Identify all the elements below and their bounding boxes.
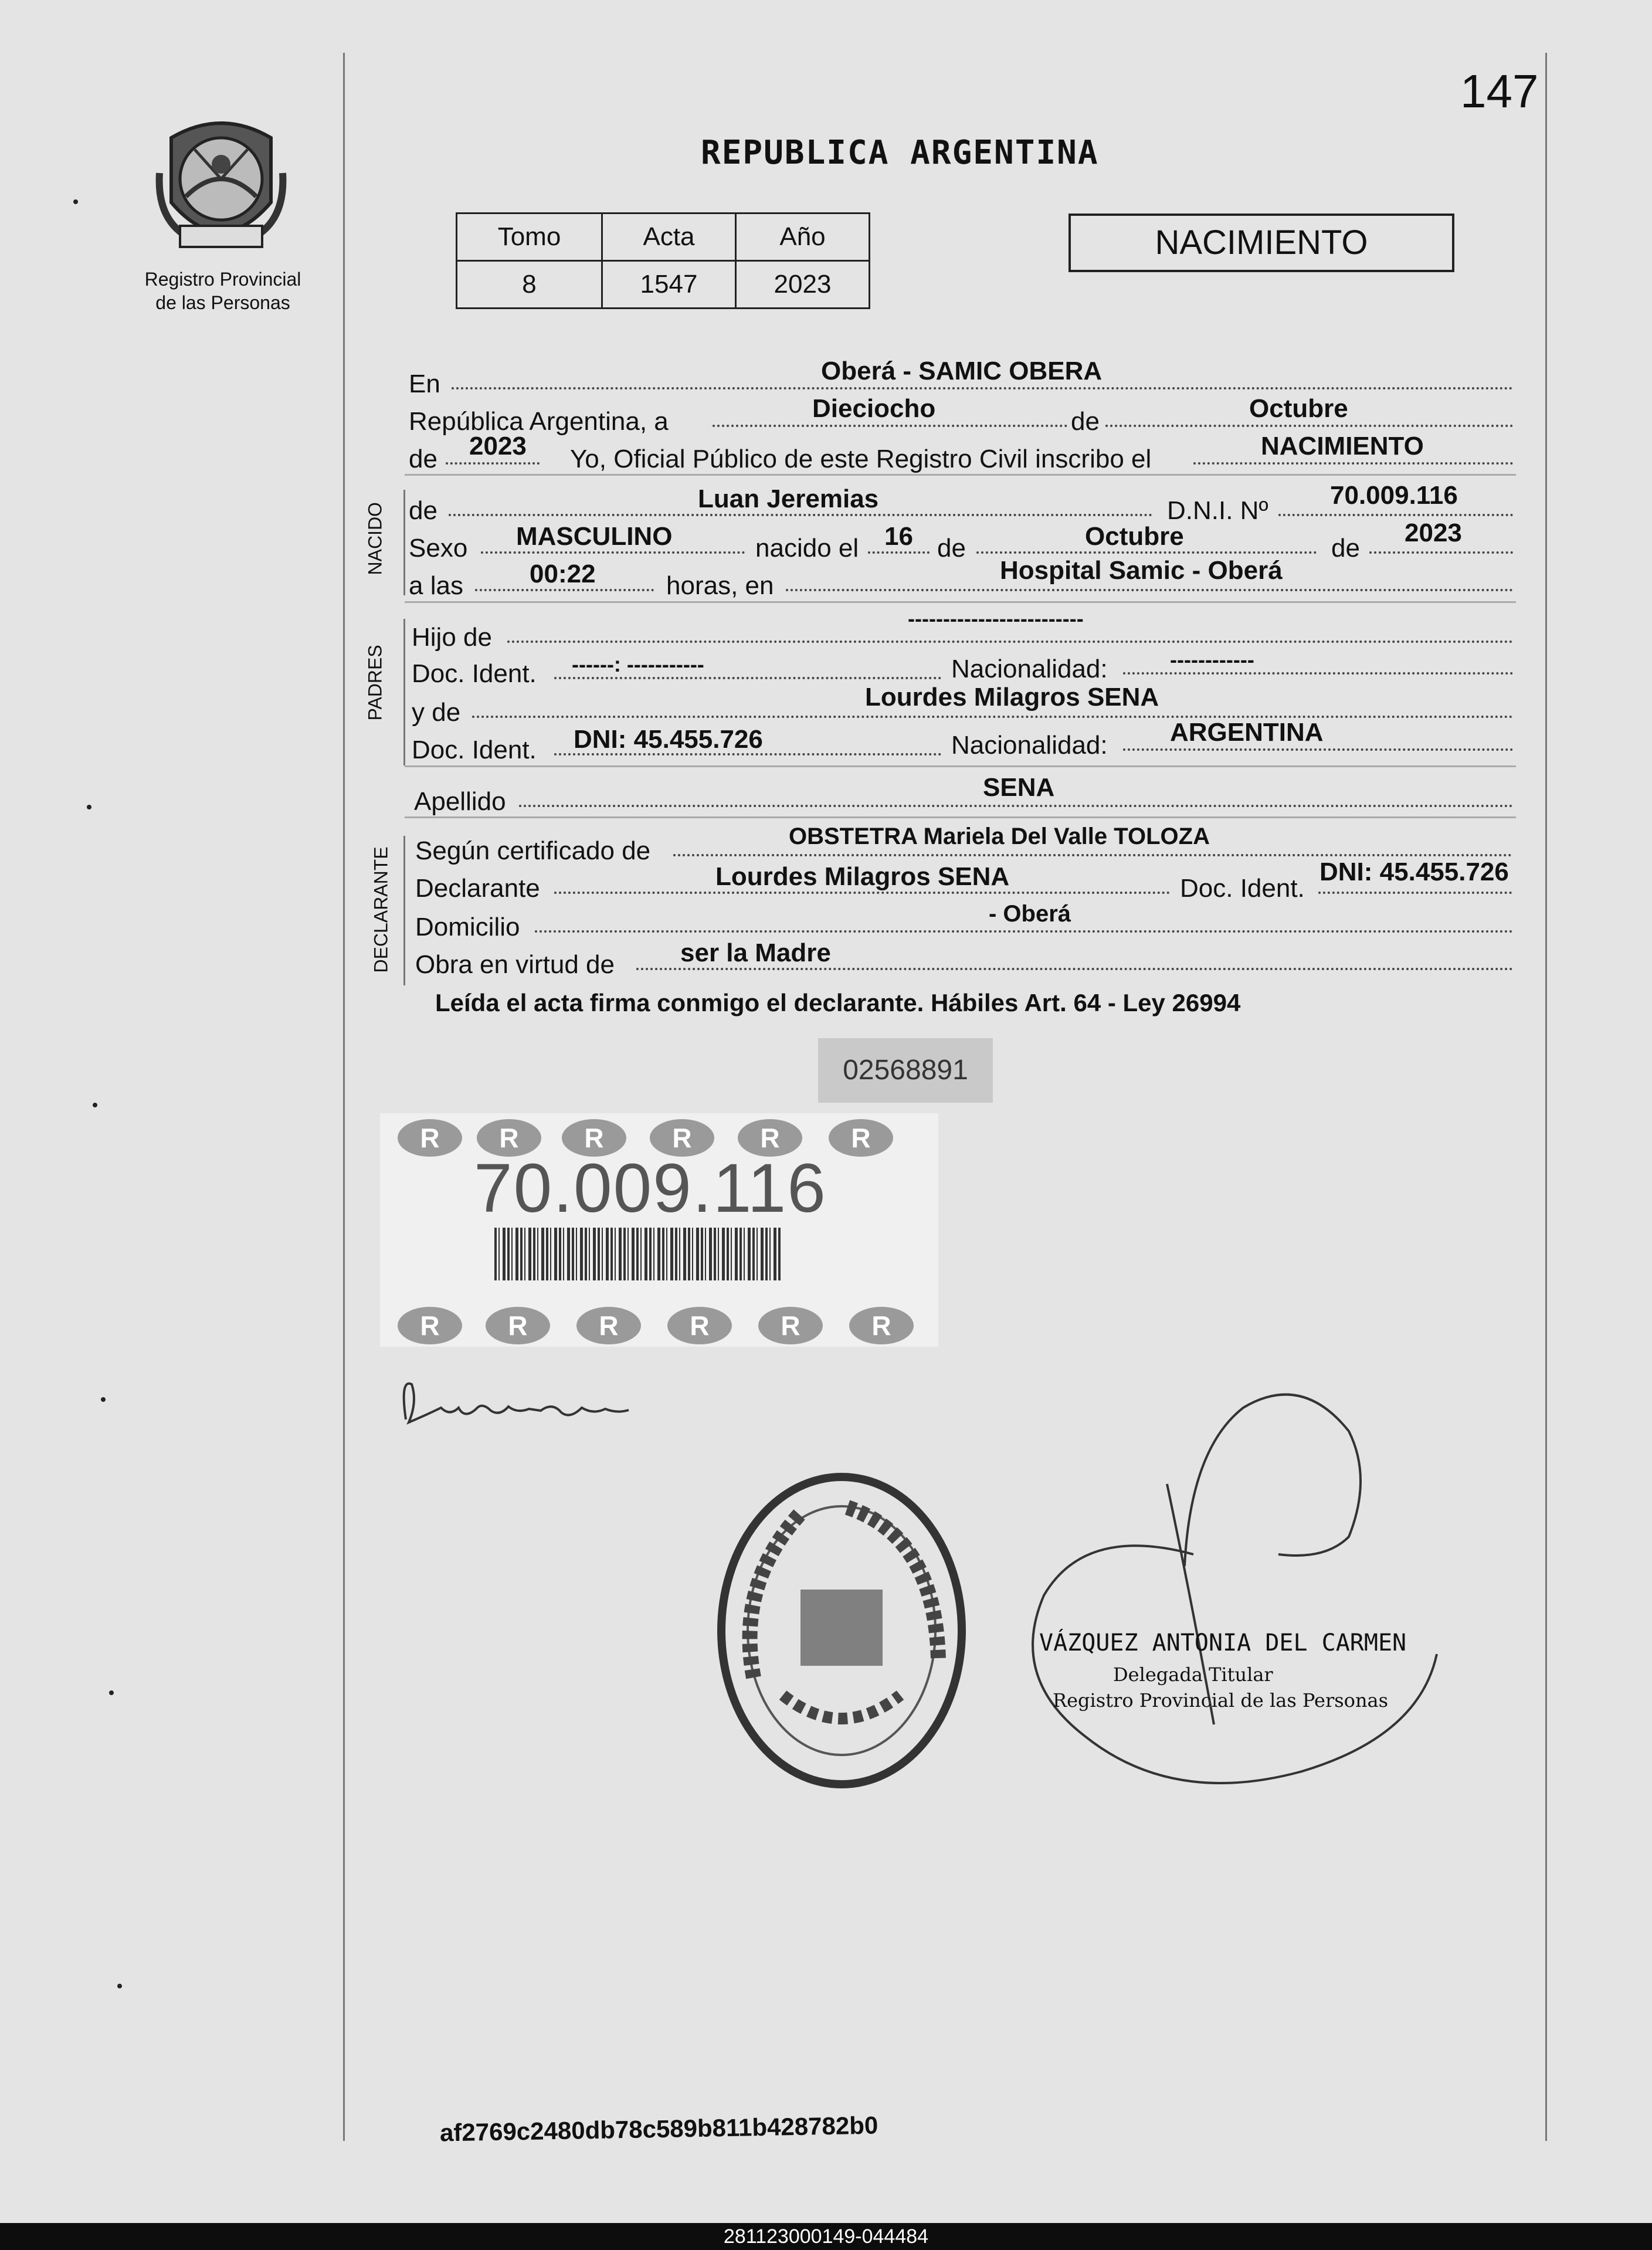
- dotted-line: [1123, 748, 1513, 751]
- label-nacido-el: nacido el: [755, 534, 859, 562]
- round-stamp: [713, 1466, 971, 1795]
- sticker-logo: R: [576, 1307, 641, 1344]
- value-doc-padre: ------: -----------: [572, 652, 704, 676]
- footer-code-bar: 281123000149-044484: [0, 2223, 1652, 2250]
- official-signature: [997, 1361, 1484, 1842]
- sticker-logo: R: [477, 1119, 541, 1157]
- dotted-line: [1318, 892, 1512, 894]
- value-hijo-de: -------------------------: [908, 606, 1084, 631]
- value-dia: Dieciocho: [812, 394, 936, 423]
- official-name: VÁZQUEZ ANTONIA DEL CARMEN: [1039, 1629, 1407, 1656]
- dotted-line: [507, 641, 1513, 643]
- label-segun-certificado: Según certificado de: [415, 836, 651, 865]
- official-title: Delegada Titular: [1113, 1663, 1273, 1686]
- document-title: REPUBLICA ARGENTINA: [701, 134, 1099, 172]
- value-mes: Octubre: [1249, 394, 1348, 423]
- document-hash: af2769c2480db78c589b811b428782b0: [439, 2111, 878, 2147]
- speck: [101, 1397, 106, 1402]
- label-domicilio: Domicilio: [415, 913, 520, 941]
- label-nacionalidad1: Nacionalidad:: [951, 655, 1108, 683]
- official-office: Registro Provincial de las Personas: [1053, 1689, 1389, 1712]
- section-divider: [405, 474, 1516, 476]
- speck: [93, 1103, 97, 1107]
- dotted-line: [519, 805, 1513, 807]
- dotted-line: [1193, 462, 1513, 465]
- dotted-line: [472, 716, 1513, 718]
- label-apellido: Apellido: [414, 787, 506, 816]
- value-nacido-mes: Octubre: [1085, 522, 1184, 551]
- dotted-line: [554, 892, 1170, 894]
- value-apellido: SENA: [983, 773, 1055, 802]
- dotted-line: [452, 387, 1513, 389]
- sticker-logo: R: [650, 1119, 714, 1157]
- section-declarante: DECLARANTE: [370, 846, 392, 973]
- value-acta: 1547: [602, 261, 736, 309]
- section-divider: [405, 601, 1516, 603]
- value-lugar-nacimiento: Hospital Samic - Oberá: [1000, 556, 1283, 585]
- section-bracket: [403, 619, 405, 765]
- section-divider: [405, 765, 1516, 767]
- dotted-line: [1123, 672, 1513, 675]
- label-de-anio: de: [409, 445, 437, 473]
- sticker-logo: R: [829, 1119, 893, 1157]
- registry-caption-line2: de las Personas: [155, 292, 290, 313]
- right-margin-line: [1545, 53, 1547, 2141]
- value-anio: 2023: [469, 432, 527, 460]
- dotted-line: [673, 854, 1512, 856]
- speck: [73, 199, 78, 204]
- label-sexo: Sexo: [409, 534, 468, 562]
- label-nacionalidad2: Nacionalidad:: [951, 731, 1108, 760]
- barcode: [494, 1228, 782, 1280]
- value-declarante: Lourdes Milagros SENA: [715, 862, 1010, 891]
- section-bracket: [403, 836, 405, 985]
- value-domicilio: - Oberá: [989, 901, 1071, 927]
- label-y-de: y de: [412, 698, 461, 727]
- registry-caption-line1: Registro Provincial: [144, 269, 301, 290]
- speck: [117, 1984, 122, 1988]
- province-seal: [154, 114, 289, 261]
- value-nac-padre: ------------: [1170, 648, 1254, 672]
- label-doc-ident3: Doc. Ident.: [1180, 874, 1305, 903]
- value-sexo: MASCULINO: [516, 522, 673, 551]
- dotted-line: [475, 589, 654, 591]
- label-de-dia: de: [937, 534, 966, 562]
- dotted-line: [1105, 425, 1513, 427]
- speck: [109, 1690, 114, 1695]
- value-nacido-dia: 16: [884, 522, 913, 551]
- dotted-line: [446, 462, 540, 465]
- value-nac-madre: ARGENTINA: [1170, 718, 1324, 747]
- registry-caption: [117, 267, 328, 314]
- dotted-line: [449, 514, 1152, 516]
- header-anio: Año: [736, 214, 870, 261]
- value-inscribo: NACIMIENTO: [1261, 432, 1424, 460]
- dotted-line: [713, 425, 1067, 427]
- dotted-line: [554, 677, 941, 679]
- header-acta: Acta: [602, 214, 736, 261]
- sticker-logo: R: [849, 1307, 914, 1344]
- sticker-logo: R: [486, 1307, 550, 1344]
- sticker-number: 70.009.116: [474, 1150, 827, 1227]
- sticker-logo: R: [398, 1307, 462, 1344]
- id-sticker: [380, 1113, 938, 1347]
- value-doc-madre: DNI: 45.455.726: [574, 725, 763, 754]
- label-de-anio2: de: [1331, 534, 1360, 562]
- label-de-mes: de: [1071, 407, 1100, 436]
- sticker-logo: R: [758, 1307, 823, 1344]
- value-y-de: Lourdes Milagros SENA: [865, 683, 1159, 711]
- section-padres: PADRES: [364, 645, 386, 721]
- closing-text: Leída el acta firma conmigo el declarante. Hábiles Art. 64 - Ley 26994: [435, 989, 1241, 1016]
- section-divider: [405, 816, 1516, 818]
- value-nombre: Luan Jeremias: [698, 484, 879, 513]
- serial-stamp: 02568891: [818, 1038, 993, 1103]
- label-hijo-de: Hijo de: [412, 623, 492, 652]
- value-certificado: OBSTETRA Mariela Del Valle TOLOZA: [789, 824, 1210, 849]
- record-table: [456, 212, 870, 309]
- section-bracket: [403, 490, 405, 595]
- header-tomo: Tomo: [457, 214, 602, 261]
- label-republica: República Argentina, a: [409, 407, 669, 436]
- sticker-logo: R: [398, 1119, 462, 1157]
- dotted-line: [1369, 551, 1513, 554]
- dotted-line: [535, 930, 1513, 933]
- dotted-line: [976, 551, 1317, 554]
- sticker-logo: R: [562, 1119, 626, 1157]
- label-doc-ident1: Doc. Ident.: [412, 659, 537, 688]
- label-doc-ident2: Doc. Ident.: [412, 736, 537, 764]
- sticker-logo: R: [667, 1307, 732, 1344]
- value-doc-declarante: DNI: 45.455.726: [1319, 858, 1509, 886]
- label-horas-en: horas, en: [666, 571, 774, 600]
- record-type-box: NACIMIENTO: [1068, 214, 1454, 272]
- page-number: 147: [1460, 65, 1539, 117]
- speck: [87, 805, 91, 809]
- declarant-signature: [394, 1367, 640, 1443]
- dotted-line: [636, 968, 1513, 970]
- value-lugar: Oberá - SAMIC OBERA: [821, 357, 1103, 385]
- dotted-line: [1278, 514, 1513, 516]
- section-nacido: NACIDO: [364, 502, 386, 575]
- label-obra-en-virtud: Obra en virtud de: [415, 950, 615, 979]
- value-anio: 2023: [736, 261, 870, 309]
- label-yo-oficial: Yo, Oficial Público de este Registro Civil inscribo el: [570, 445, 1152, 473]
- label-dni: D.N.I. Nº: [1167, 496, 1268, 525]
- value-tomo: 8: [457, 261, 602, 309]
- label-en: En: [409, 370, 440, 398]
- dotted-line: [786, 589, 1513, 591]
- value-dni: 70.009.116: [1330, 481, 1458, 510]
- value-nacido-anio: 2023: [1405, 519, 1462, 547]
- dotted-line: [481, 551, 745, 554]
- value-hora: 00:22: [530, 560, 596, 588]
- label-declarante: Declarante: [415, 874, 540, 903]
- value-obra: ser la Madre: [680, 938, 831, 967]
- label-a-las: a las: [409, 571, 463, 600]
- dotted-line: [868, 551, 930, 554]
- left-margin-line: [343, 53, 345, 2141]
- sticker-logo: R: [738, 1119, 802, 1157]
- label-de-nombre: de: [409, 496, 437, 525]
